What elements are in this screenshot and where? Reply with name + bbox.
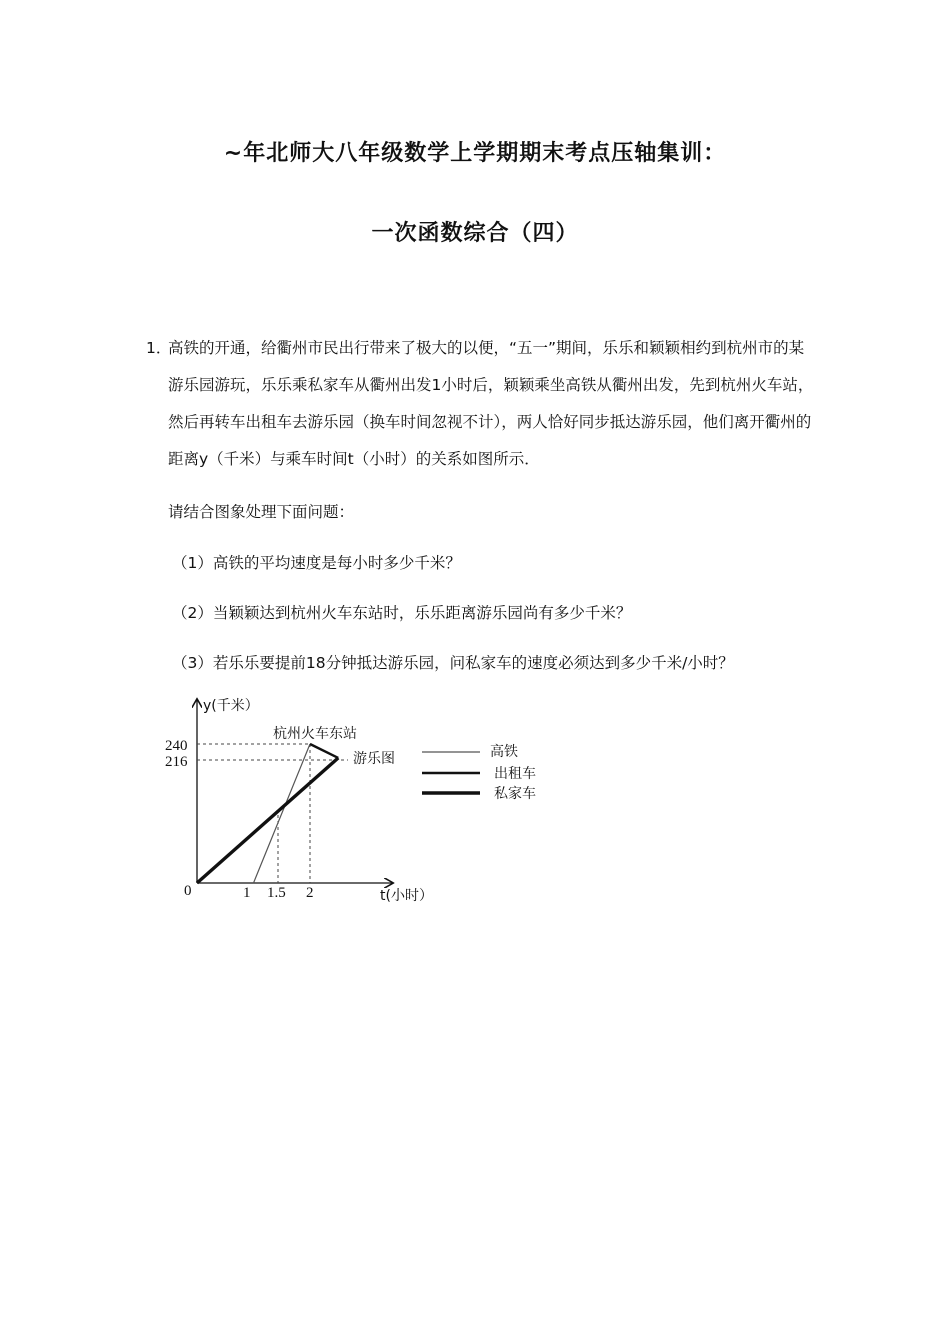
park-label: 游乐图 (353, 751, 395, 767)
legend-label-taxi: 出租车 (494, 766, 536, 782)
x-tick-1: 1 (243, 885, 251, 901)
y-tick-216: 216 (165, 754, 188, 770)
page-subtitle: 一次函数综合（四） (371, 221, 579, 246)
question-3: （3）若乐乐要提前18分钟抵达游乐园，问私家车的速度必须达到多少千米/小时？ (172, 654, 734, 672)
question-2: （2）当颖颖达到杭州火车东站时，乐乐距离游乐园尚有多少千米？ (172, 604, 632, 622)
series-private-car (197, 758, 338, 883)
question-prompt: 请结合图象处理下面问题： (168, 503, 355, 521)
distance-time-graph (165, 690, 590, 920)
x-tick-2: 2 (306, 885, 314, 901)
legend-label-car: 私家车 (494, 786, 536, 802)
series-high-speed-rail (254, 744, 311, 883)
x-axis-label: t(小时） (380, 888, 433, 904)
problem-statement (146, 330, 816, 478)
x-tick-1-5: 1.5 (267, 885, 286, 901)
station-label: 杭州火车东站 (273, 726, 357, 742)
series-taxi (310, 744, 338, 758)
legend-label-rail: 高铁 (490, 744, 518, 760)
origin-label: 0 (184, 883, 192, 899)
question-1: （1）高铁的平均速度是每小时多少千米？ (172, 554, 461, 572)
problem-text: 高铁的开通，给衢州市民出行带来了极大的以便，“五一”期间，乐乐和颖颖相约到杭州市的某游乐园游玩，乐乐乘私家车从衢州出发1小时后，颖颖乘坐高铁从衢州出发，先到杭州火车站，然后再转车出租车去游乐园（换车时间忽视不计），两人恰好同步抵达游乐园，他们离开衢州的距离y（千米）与乘车时间t（小时）的关系如图所示． (168, 339, 814, 468)
page-title: ~年北师大八年级数学上学期期末考点压轴集训： (223, 141, 727, 166)
y-axis-label: y(千米） (203, 698, 259, 714)
problem-number: 1． (146, 339, 172, 357)
y-tick-240: 240 (165, 738, 188, 754)
